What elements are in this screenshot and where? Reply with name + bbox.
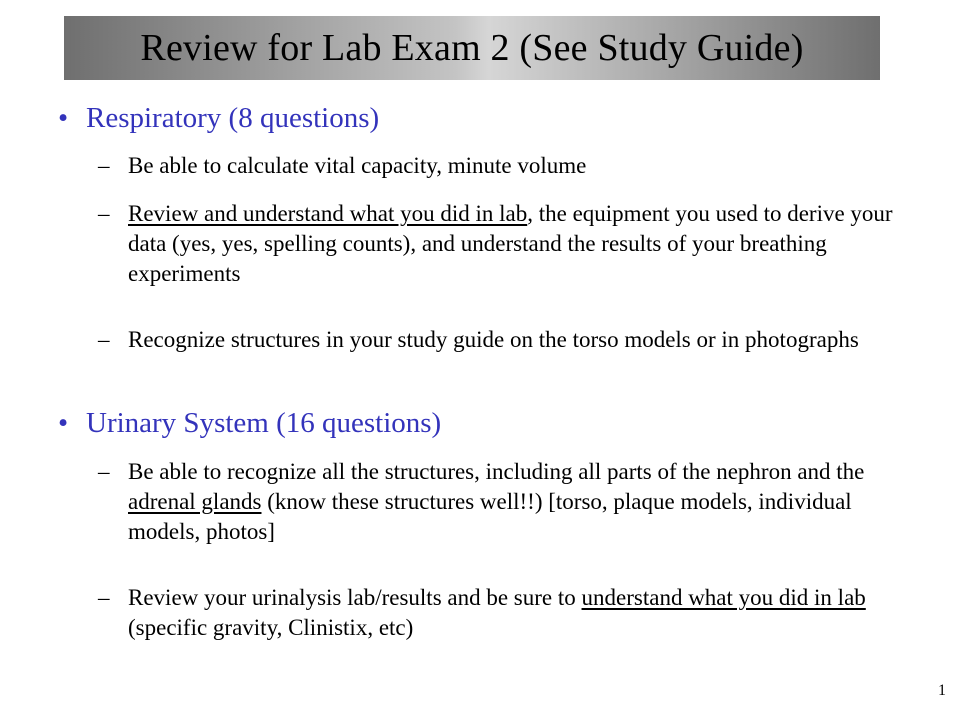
underlined-text: adrenal glands (128, 489, 262, 514)
dash-icon: – (98, 201, 110, 226)
section-heading-urinary: • Urinary System (16 questions) (58, 407, 442, 439)
slide-title: Review for Lab Exam 2 (See Study Guide) (140, 27, 804, 69)
underlined-text: understand what you did in lab (581, 585, 866, 610)
bullet-icon: • (58, 102, 69, 134)
list-item-text: Be able to recognize all the structures, including all parts of the nephron and the adrenal glands (know these structures well!!) [torso, plaque models, individual models, photos] (128, 459, 865, 544)
bullet-icon: • (58, 407, 69, 439)
page-number: 1 (938, 682, 946, 699)
list-item-text: Review your urinalysis lab/results and be sure to understand what you did in lab (specific gravity, Clinistix, etc) (128, 585, 866, 640)
dash-icon: – (98, 327, 110, 352)
underlined-text: Review and understand what you did in lab (128, 201, 528, 226)
section-heading-respiratory: • Respiratory (8 questions) (58, 102, 380, 134)
list-item-text: Review and understand what you did in lab, the equipment you used to derive your data (yes, yes, spelling counts), and understand the results of your breathing experiments (128, 201, 893, 286)
list-item-text: Recognize structures in your study guide on the torso models or in photographs (128, 327, 859, 352)
list-item-text: Be able to calculate vital capacity, minute volume (128, 153, 587, 178)
dash-icon: – (98, 153, 110, 178)
dash-icon: – (98, 459, 110, 484)
dash-icon: – (98, 585, 110, 610)
